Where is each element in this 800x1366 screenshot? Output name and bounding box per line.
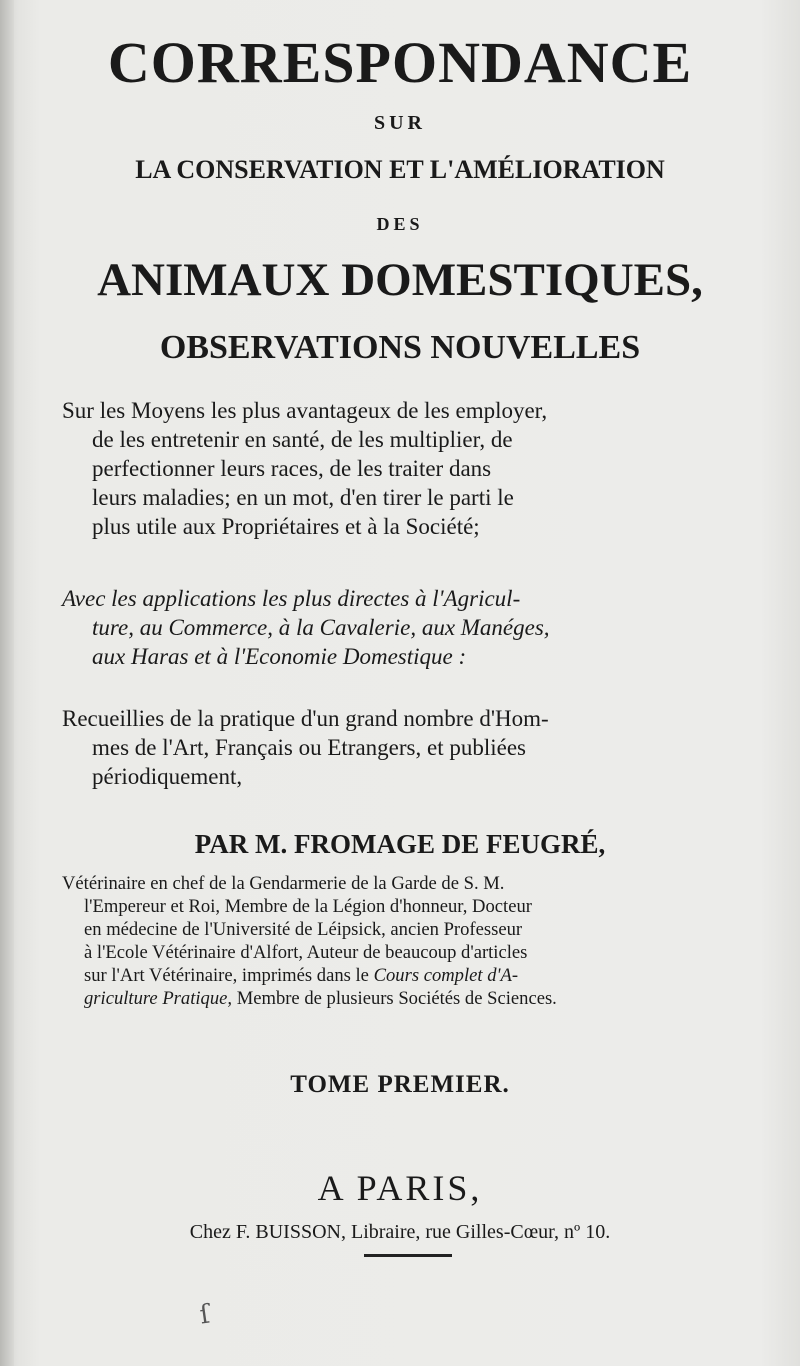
moyens-line: Sur les Moyens les plus avantageux de les employer, xyxy=(62,398,548,423)
author-titles xyxy=(62,872,768,1010)
publisher-line: Chez F. BUISSON, Libraire, rue Gilles-Cœur, nº 10. xyxy=(189,1221,611,1243)
conservation-line: LA CONSERVATION ET L'AMÉLIORATION xyxy=(135,155,665,184)
avec-line: Avec les applications les plus directes à l'Agricul- xyxy=(62,586,521,611)
author-line: PAR M. FROMAGE DE FEUGRÉ, xyxy=(194,829,606,859)
author-title-line: en médecine de l'Université de Léipsick, ancien Professeur xyxy=(84,919,523,940)
pencil-mark: ſ xyxy=(197,1299,212,1331)
avec-line: aux Haras et à l'Economie Domestique : xyxy=(92,644,467,669)
city-line: A PARIS, xyxy=(317,1168,483,1208)
main-title: CORRESPONDANCE xyxy=(107,30,693,95)
author-title-text: sur l'Art Vétérinaire, imprimés dans le xyxy=(84,965,369,986)
tome-line: TOME PREMIER. xyxy=(290,1071,510,1098)
moyens-line: leurs maladies; en un mot, d'en tirer le parti le xyxy=(92,485,514,510)
societes-text: Membre de plusieurs Sociétés de Sciences. xyxy=(232,988,557,1009)
agriculture-italic: griculture Pratique, xyxy=(84,988,233,1009)
recueil-line: mes de l'Art, Français ou Etrangers, et publiées xyxy=(92,735,526,760)
animaux-title: ANIMAUX DOMESTIQUES, xyxy=(97,254,703,306)
avec-paragraph xyxy=(62,584,768,671)
moyens-line: plus utile aux Propriétaires et à la Société; xyxy=(92,514,480,539)
page-gutter xyxy=(0,0,14,1366)
author-title-line: l'Empereur et Roi, Membre de la Légion d'honneur, Docteur xyxy=(84,896,532,917)
recueil-paragraph xyxy=(62,704,768,791)
moyens-paragraph xyxy=(62,396,768,541)
moyens-line: perfectionner leurs races, de les traiter dans xyxy=(92,456,492,481)
sur-line: SUR xyxy=(373,112,426,134)
observations-title: OBSERVATIONS NOUVELLES xyxy=(159,329,641,366)
author-title-line xyxy=(62,964,768,987)
cours-italic: Cours complet d'A- xyxy=(373,965,519,986)
author-title-line xyxy=(62,987,768,1010)
des-line: DES xyxy=(376,214,424,234)
moyens-line: de les entretenir en santé, de les multiplier, de xyxy=(92,427,513,452)
author-title-line: à l'Ecole Vétérinaire d'Alfort, Auteur de beaucoup d'articles xyxy=(84,942,528,963)
recueil-line: Recueillies de la pratique d'un grand nombre d'Hom- xyxy=(62,706,549,731)
closing-rule xyxy=(364,1254,452,1257)
recueil-line: périodiquement, xyxy=(92,764,243,789)
author-title-line: Vétérinaire en chef de la Gendarmerie de la Garde de S. M. xyxy=(62,873,505,894)
avec-line: ture, au Commerce, à la Cavalerie, aux Manéges, xyxy=(92,615,550,640)
